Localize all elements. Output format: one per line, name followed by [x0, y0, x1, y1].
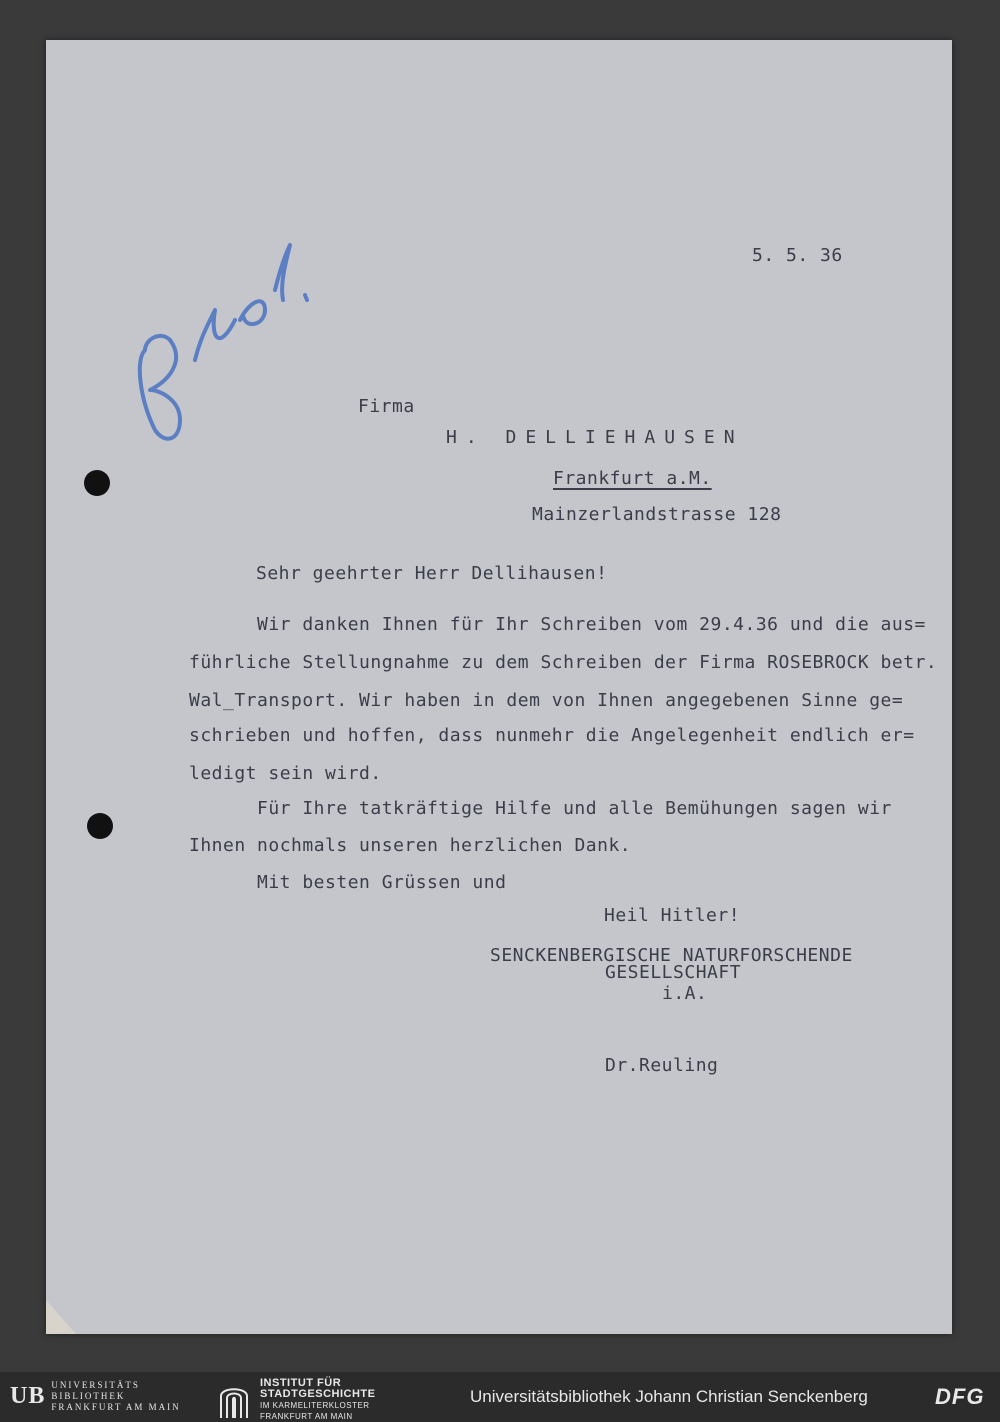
- ub-logo[interactable]: [10, 1380, 181, 1413]
- footer-bar: [0, 1372, 1000, 1422]
- body-line: Mit besten Grüssen und: [257, 872, 507, 893]
- isg-logo-line: IM KARMELITERKLOSTER: [260, 1401, 370, 1410]
- ub-logo-line: UNIVERSITÄTS: [51, 1380, 140, 1390]
- handwritten-note: [125, 240, 325, 470]
- footer-credit[interactable]: Universitätsbibliothek Johann Christian Senckenberg: [470, 1387, 868, 1406]
- body-line: Ihnen nochmals unseren herzlichen Dank.: [189, 835, 632, 856]
- ub-logo-line: FRANKFURT AM MAIN: [51, 1402, 181, 1412]
- isg-logo-line: INSTITUT FÜR: [260, 1377, 342, 1389]
- body-line: Für Ihre tatkräftige Hilfe und alle Bemühungen sagen wir: [257, 798, 892, 819]
- body-line: ledigt sein wird.: [189, 763, 382, 784]
- handwritten-note-drawing: [125, 240, 325, 470]
- ub-logo-line: BIBLIOTHEK: [51, 1391, 126, 1401]
- body-line: schrieben und hoffen, dass nunmehr die Angelegenheit endlich er=: [189, 725, 915, 746]
- letter-date: 5. 5. 36: [752, 245, 843, 266]
- signer-name: Dr.Reuling: [605, 1055, 719, 1076]
- letter-paper: [46, 40, 952, 1334]
- letter-closing: Heil Hitler!: [604, 905, 741, 926]
- signature-org-line2: GESELLSCHAFT: [605, 962, 742, 983]
- recipient-name: H. DELLIEHAUSEN: [446, 427, 744, 448]
- isg-logo-line: STADTGESCHICHTE: [260, 1388, 376, 1400]
- dfg-logo[interactable]: DFG: [935, 1384, 985, 1409]
- isg-logo[interactable]: [218, 1378, 375, 1422]
- body-line: Wal_Transport. Wir haben in dem von Ihnen angegebenen Sinne ge=: [189, 690, 904, 711]
- punch-hole-bottom: [87, 813, 113, 839]
- isg-logo-line: FRANKFURT AM MAIN: [260, 1412, 353, 1421]
- arch-icon: [218, 1382, 250, 1418]
- recipient-street: Mainzerlandstrasse 128: [532, 504, 782, 525]
- recipient-city: Frankfurt a.M.: [553, 468, 712, 489]
- recipient-label: Firma: [358, 396, 415, 417]
- letter-greeting: Sehr geehrter Herr Dellihausen!: [256, 563, 608, 584]
- signature-ia: i.A.: [662, 983, 708, 1004]
- body-line: führliche Stellungnahme zu dem Schreiben der Firma ROSEBROCK betr.: [189, 652, 938, 673]
- body-line: Wir danken Ihnen für Ihr Schreiben vom 29.4.36 und die aus=: [257, 614, 926, 635]
- punch-hole-top: [84, 470, 110, 496]
- signature-org: SENCKENBERGISCHE NATURFORSCHENDE: [490, 945, 853, 966]
- ub-logo-mark: UB: [10, 1383, 46, 1409]
